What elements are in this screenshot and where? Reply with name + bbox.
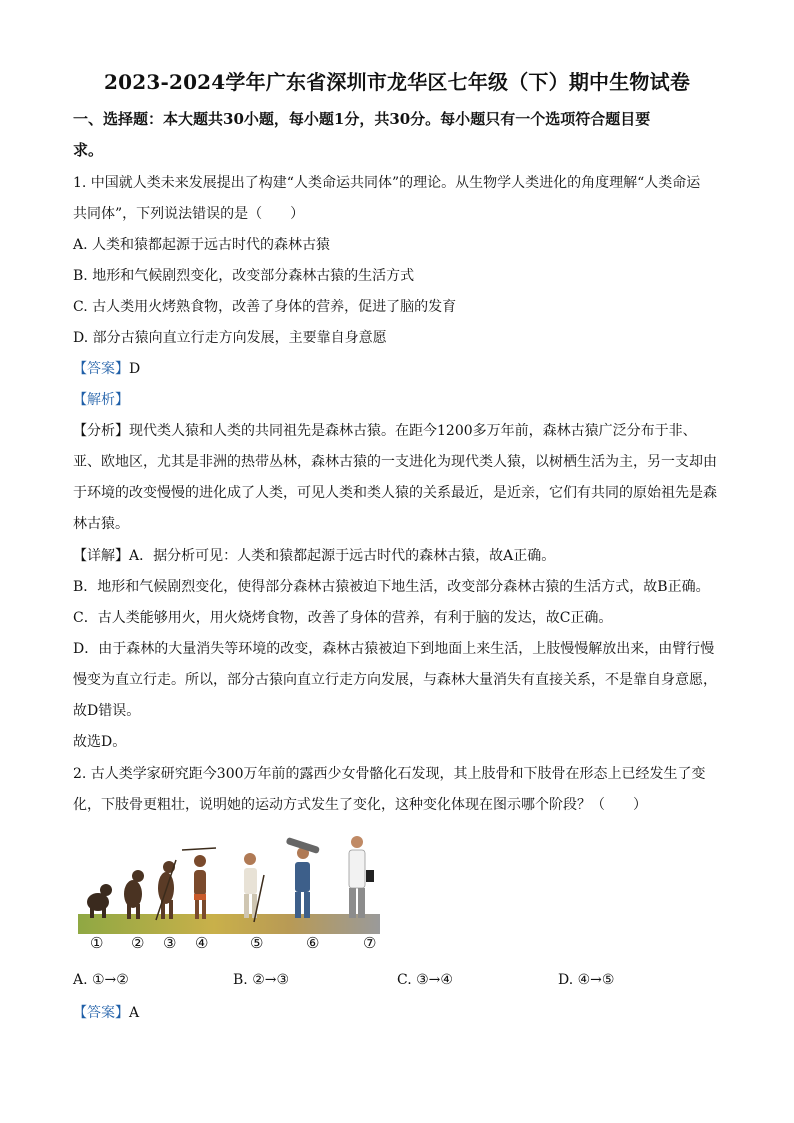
q1-option-d: D. 部分古猿向直立行走方向发展，主要靠自身意愿 <box>73 330 387 346</box>
figure-label-6: ⑥ <box>306 934 320 952</box>
fenxi-text: 现代类人猿和人类的共同祖先是森林古猿。在距今1200多万年前，森林古猿广泛分布于非、 <box>129 423 697 439</box>
q1-xiangjie-line6: 故D错误。 <box>73 703 141 719</box>
q1-xiangjie-line1 <box>73 547 555 565</box>
xiangjie-tag: 【详解】 <box>73 548 129 564</box>
q1-xiangjie-line5: 慢变为直立行走。所以，部分古猿向直立行走方向发展，与森林大量消失有直接关系，不是靠自身意愿， <box>73 672 717 688</box>
jiexi-tag: 【解析】 <box>73 392 129 408</box>
answer-tag: 【答案】 <box>73 361 129 377</box>
fenxi-tag: 【分析】 <box>73 423 129 439</box>
page-title: 2023-2024学年广东省深圳市龙华区七年级（下）期中生物试卷 <box>103 70 691 94</box>
q1-conclusion: 故选D。 <box>73 734 127 750</box>
stage-3-figure <box>156 860 176 920</box>
stage-2-figure <box>124 870 144 919</box>
ground-strip <box>78 914 380 934</box>
q1-jiexi <box>73 391 129 409</box>
q2-option-a: A. ①→② <box>73 972 129 988</box>
q1-xiangjie-line3: C．古人类能够用火，用火烧烤食物，改善了身体的营养，有利于脑的发达，故C正确。 <box>73 610 613 626</box>
q2-option-b: B. ②→③ <box>233 972 290 988</box>
figure-label-3: ③ <box>163 934 177 952</box>
stage-7-figure <box>349 836 374 918</box>
q1-stem-line1: 1. 中国就人类未来发展提出了构建“人类命运共同体”的理论。从生物学人类进化的角度理解“人类命运 <box>73 175 701 191</box>
q1-fenxi-line2: 亚、欧地区，尤其是非洲的热带丛林，森林古猿的一支进化为现代类人猿，以树栖生活为主，另一支却由 <box>73 454 717 470</box>
q2-stem-line1: 2. 古人类学家研究距今300万年前的露西少女骨骼化石发现，其上肢骨和下肢骨在形态上已经发生了变 <box>73 766 706 782</box>
figure-label-5: ⑤ <box>250 934 264 952</box>
figure-label-4: ④ <box>195 934 209 952</box>
q1-option-b: B. 地形和气候剧烈变化，改变部分森林古猿的生活方式 <box>73 268 415 284</box>
q1-fenxi-line3: 于环境的改变慢慢的进化成了人类，可见人类和类人猿的关系最近，是近亲，它们有共同的原始祖先是森 <box>73 485 717 501</box>
q1-option-c: C. 古人类用火烤熟食物，改善了身体的营养，促进了脑的发育 <box>73 299 457 315</box>
answer-value: A <box>129 1005 140 1021</box>
q2-option-c: C. ③→④ <box>397 972 453 988</box>
q1-stem-line2: 共同体”，下列说法错误的是（ ） <box>73 206 305 222</box>
answer-value: D <box>129 361 141 377</box>
figure-label-2: ② <box>131 934 145 952</box>
figure-label-1: ① <box>90 934 104 952</box>
stage-6-figure <box>286 837 320 918</box>
q1-xiangjie-line2: B．地形和气候剧烈变化，使得部分森林古猿被迫下地生活，改变部分森林古猿的生活方式，故B正确。 <box>73 579 710 595</box>
stage-5-figure <box>244 853 264 922</box>
stage-4-figure <box>182 848 216 919</box>
q2-option-d: D. ④→⑤ <box>558 972 615 988</box>
q2-stem-line2: 化，下肢骨更粗壮，说明她的运动方式发生了变化，这种变化体现在图示哪个阶段？（ ） <box>73 797 647 813</box>
human-evolution-figure <box>78 830 380 934</box>
xiangjie-text: A．据分析可见：人类和猿都起源于远古时代的森林古猿，故A正确。 <box>129 548 556 564</box>
answer-tag: 【答案】 <box>73 1005 129 1021</box>
q1-option-a: A. 人类和猿都起源于远古时代的森林古猿 <box>73 237 331 253</box>
q1-answer <box>73 360 140 378</box>
q2-answer <box>73 1004 139 1022</box>
q1-fenxi-line1 <box>73 422 697 440</box>
section-heading-line2: 求。 <box>73 141 104 159</box>
section-heading-line1: 一、选择题：本大题共30小题，每小题1分，共30分。每小题只有一个选项符合题目要 <box>73 110 651 128</box>
q1-fenxi-line4: 林古猿。 <box>73 516 129 532</box>
stage-1-figure <box>87 884 112 918</box>
q1-xiangjie-line4: D．由于森林的大量消失等环境的改变，森林古猿被迫下到地面上来生活，上肢慢慢解放出来，由臂行慢 <box>73 641 715 657</box>
figure-label-7: ⑦ <box>363 934 377 952</box>
